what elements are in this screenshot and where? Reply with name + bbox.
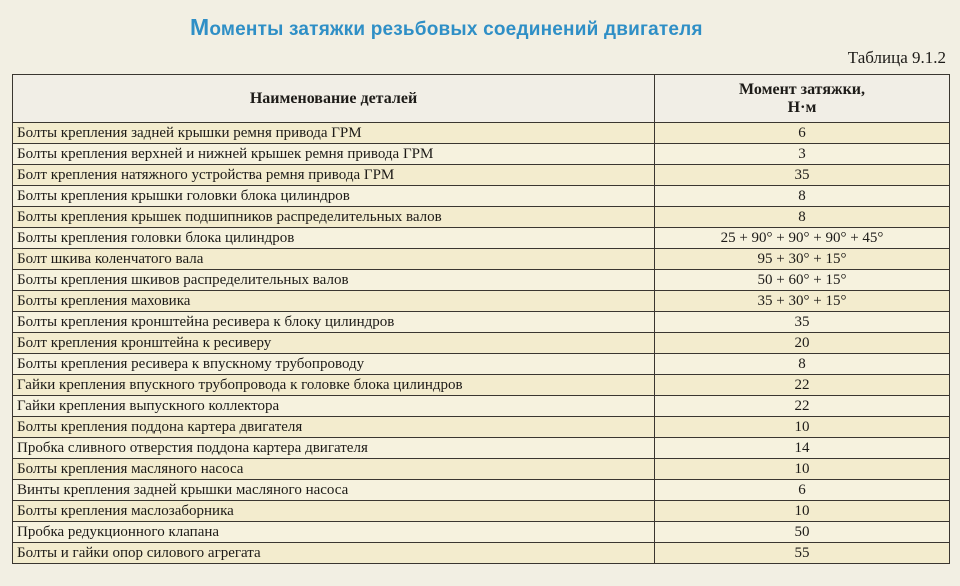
torque-value-cell: 22 [655,396,950,417]
header-name: Наименование деталей [13,75,655,123]
table-row [13,501,950,522]
page-title [190,14,703,41]
part-name-cell: Болты крепления головки блока цилиндров [13,228,655,249]
torque-value-cell: 22 [655,375,950,396]
part-name-cell: Болты крепления маховика [13,291,655,312]
torque-value-cell: 3 [655,144,950,165]
torque-value-cell: 8 [655,186,950,207]
part-name-cell: Болты крепления крышки головки блока цилиндров [13,186,655,207]
header-torque-line1: Момент затяжки, [738,80,866,98]
part-name-cell: Болты крепления масляного насоса [13,459,655,480]
torque-value-cell: 8 [655,354,950,375]
table-row [13,144,950,165]
part-name-cell: Болт крепления кронштейна к ресиверу [13,333,655,354]
torque-value-cell: 14 [655,438,950,459]
table-row [13,354,950,375]
table-row [13,186,950,207]
torque-value-cell: 35 + 30° + 15° [655,291,950,312]
torque-value-cell: 6 [655,123,950,144]
part-name-cell: Пробка редукционного клапана [13,522,655,543]
part-name-cell: Болты крепления маслозаборника [13,501,655,522]
torque-value-cell: 20 [655,333,950,354]
table-row [13,291,950,312]
part-name-cell: Болты крепления кронштейна ресивера к блоку цилиндров [13,312,655,333]
table-row [13,228,950,249]
torque-value-cell: 25 + 90° + 90° + 90° + 45° [655,228,950,249]
part-name-cell: Пробка сливного отверстия поддона картера двигателя [13,438,655,459]
table-row [13,480,950,501]
table-row [13,333,950,354]
header-torque-line2: Н·м [787,98,817,116]
table-row [13,165,950,186]
torque-value-cell: 55 [655,543,950,564]
torque-value-cell: 50 + 60° + 15° [655,270,950,291]
torque-value-cell: 6 [655,480,950,501]
part-name-cell: Болты крепления шкивов распределительных валов [13,270,655,291]
part-name-cell: Гайки крепления выпускного коллектора [13,396,655,417]
part-name-cell: Болты крепления крышек подшипников распределительных валов [13,207,655,228]
torque-value-cell: 10 [655,417,950,438]
table-row [13,522,950,543]
table-header-row [13,75,950,123]
part-name-cell: Болты крепления верхней и нижней крышек ремня привода ГРМ [13,144,655,165]
part-name-cell: Болты крепления задней крышки ремня привода ГРМ [13,123,655,144]
table-row [13,249,950,270]
table-row [13,417,950,438]
torque-value-cell: 50 [655,522,950,543]
part-name-cell: Болт крепления натяжного устройства ремня привода ГРМ [13,165,655,186]
table-row [13,207,950,228]
table-row [13,459,950,480]
part-name-cell: Болт шкива коленчатого вала [13,249,655,270]
table-row [13,396,950,417]
title-first-letter: М [190,14,210,40]
torque-value-cell: 35 [655,165,950,186]
torque-table [12,74,950,564]
table-row [13,543,950,564]
part-name-cell: Болты крепления поддона картера двигателя [13,417,655,438]
table-row [13,270,950,291]
table-label: Таблица 9.1.2 [847,48,946,67]
torque-value-cell: 10 [655,501,950,522]
header-torque [655,75,950,123]
title-rest: оменты затяжки резьбовых соединений двигателя [209,19,703,40]
torque-value-cell: 35 [655,312,950,333]
part-name-cell: Гайки крепления впускного трубопровода к головке блока цилиндров [13,375,655,396]
table-row [13,438,950,459]
table-row [13,375,950,396]
part-name-cell: Болты и гайки опор силового агрегата [13,543,655,564]
table-body [13,123,950,564]
torque-value-cell: 8 [655,207,950,228]
torque-value-cell: 95 + 30° + 15° [655,249,950,270]
part-name-cell: Винты крепления задней крышки масляного насоса [13,480,655,501]
part-name-cell: Болты крепления ресивера к впускному трубопроводу [13,354,655,375]
torque-value-cell: 10 [655,459,950,480]
table-row [13,123,950,144]
table-row [13,312,950,333]
